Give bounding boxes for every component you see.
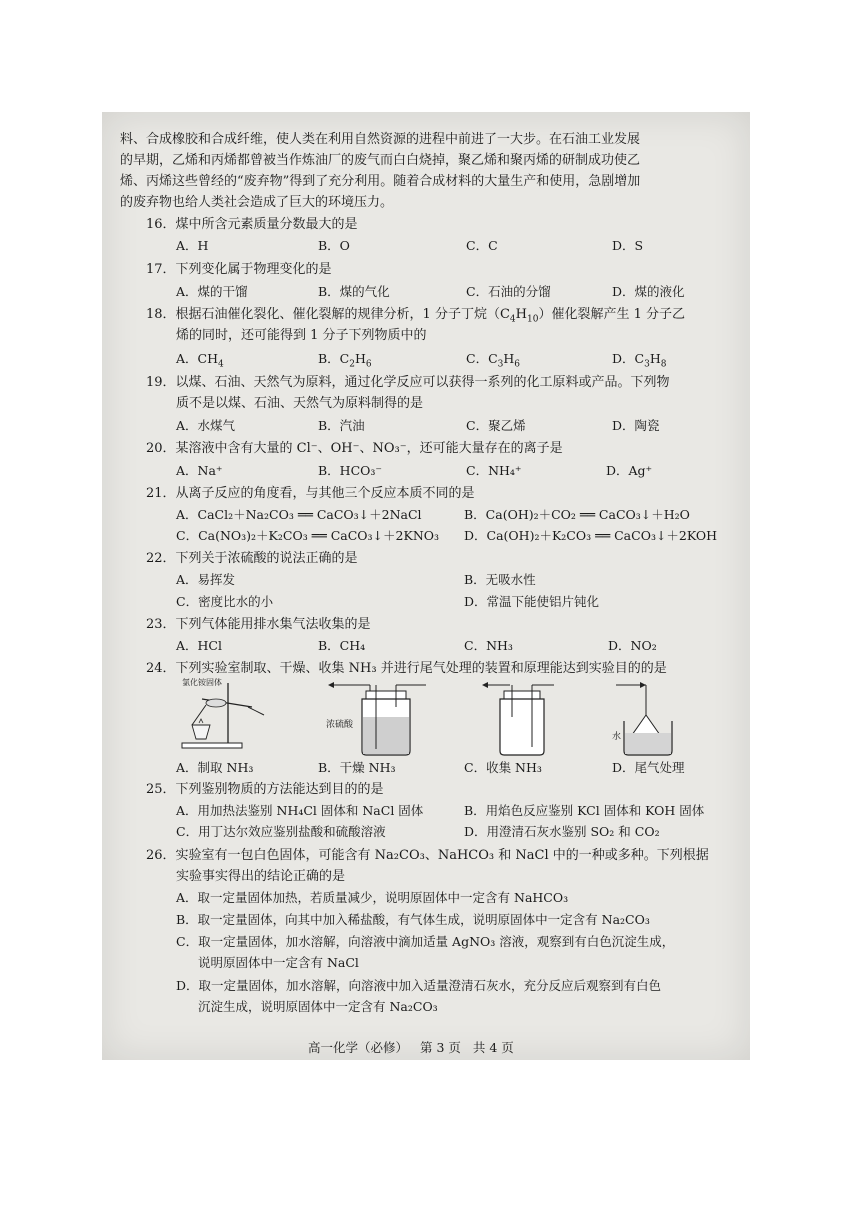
figure-d-label: 水 — [612, 732, 622, 742]
q19-option-c: C．聚乙烯 — [466, 418, 526, 433]
footer-course: 高一化学（必修） — [308, 1040, 409, 1055]
footer-page-number: 第 3 页 — [420, 1040, 461, 1055]
q26-option-c-line2: 说明原固体中一定含有 NaCl — [198, 955, 359, 970]
q21-option-b: B．Ca(OH)₂＋CO₂ ══ CaCO₃↓＋H₂O — [464, 507, 690, 522]
figure-b-label: 浓硫酸 — [326, 720, 354, 730]
q18-option-c: C．$C_3H_6$ — [466, 351, 521, 370]
q20-option-c: C．NH₄⁺ — [466, 463, 522, 478]
q18-option-b: B．$C_2H_6$ — [318, 351, 372, 370]
question-16-stem: 16．煤中所含元素质量分数最大的是 — [146, 217, 358, 232]
question-18-stem-line2: 烯的同时，还可能得到 1 分子下列物质中的 — [176, 328, 427, 343]
q20-option-d: D．Ag⁺ — [606, 463, 653, 478]
question-21-stem: 21．从离子反应的角度看，与其他三个反应本质不同的是 — [146, 486, 475, 501]
q26-option-d-line1: D．取一定量固体，加水溶解，向溶液中加入适量澄清石灰水，充分反应后观察到有白色 — [176, 978, 662, 993]
q25-option-c: C．用丁达尔效应鉴别盐酸和硫酸溶液 — [176, 824, 386, 839]
q26-option-b: B．取一定量固体，向其中加入稀盐酸，有气体生成，说明原固体中一定含有 Na₂CO₃ — [176, 912, 650, 927]
figure-a-label: 氯化铵固体 — [182, 678, 222, 687]
q21-option-c: C．Ca(NO₃)₂＋K₂CO₃ ══ CaCO₃↓＋2KNO₃ — [176, 528, 440, 543]
q26-option-d-line2: 沉淀生成，说明原固体中一定含有 Na₂CO₃ — [198, 999, 438, 1014]
q17-option-b: B．煤的气化 — [318, 284, 390, 299]
intro-line-1: 料、合成橡胶和合成纤维，使人类在利用自然资源的进程中前进了一大步。在石油工业发展 — [120, 132, 641, 147]
intro-line-2: 的早期，乙烯和丙烯都曾被当作炼油厂的废气而白白烧掉，聚乙烯和聚丙烯的研制成功使乙 — [120, 153, 641, 168]
figure-d-absorption-beaker — [610, 677, 690, 757]
q22-option-b: B．无吸水性 — [464, 572, 536, 587]
q26-option-a: A．取一定量固体加热，若质量减少，说明原固体中一定含有 NaHCO₃ — [176, 890, 569, 905]
q26-option-c-line1: C．取一定量固体，加水溶解，向溶液中滴加适量 AgNO₃ 溶液，观察到有白色沉淀生成， — [176, 934, 675, 949]
exam-page — [102, 112, 750, 1060]
q24-option-b: B．干燥 NH₃ — [318, 760, 396, 775]
q23-option-a: A．HCl — [176, 638, 222, 653]
q19-option-b: B．汽油 — [318, 418, 365, 433]
q20-option-b: B．HCO₃⁻ — [318, 463, 383, 478]
question-20-stem: 20．某溶液中含有大量的 Cl⁻、OH⁻、NO₃⁻，还可能大量存在的离子是 — [146, 441, 563, 456]
q25-option-b: B．用焰色反应鉴别 KCl 固体和 KOH 固体 — [464, 803, 705, 818]
page-footer — [308, 1038, 522, 1056]
question-22-stem: 22．下列关于浓硫酸的说法正确的是 — [146, 551, 358, 566]
q18-option-a: A．$CH_4$ — [176, 351, 224, 370]
q25-option-d: D．用澄清石灰水鉴别 SO₂ 和 CO₂ — [464, 824, 660, 839]
question-19-stem-line2: 质不是以煤、石油、天然气为原料制得的是 — [176, 396, 424, 411]
q16-option-d: D．S — [612, 238, 644, 253]
q20-option-a: A．Na⁺ — [176, 463, 223, 478]
question-19-stem-line1: 19．以煤、石油、天然气为原料，通过化学反应可以获得一系列的化工原料或产品。下列物 — [146, 375, 670, 390]
q16-option-a: A．H — [176, 238, 209, 253]
intro-line-3: 烯、丙烯这些曾经的“废弃物”得到了充分利用。随着合成材料的大量生产和使用，急剧增加 — [120, 174, 641, 189]
q17-option-d: D．煤的液化 — [612, 284, 685, 299]
question-25-stem: 25．下列鉴别物质的方法能达到目的的是 — [146, 782, 384, 797]
q21-option-a: A．CaCl₂＋Na₂CO₃ ══ CaCO₃↓＋2NaCl — [176, 507, 422, 522]
q23-option-c: C．NH₃ — [464, 638, 513, 653]
q23-option-d: D．NO₂ — [608, 638, 657, 653]
question-23-stem: 23．下列气体能用排水集气法收集的是 — [146, 617, 371, 632]
q16-option-c: C．C — [466, 238, 498, 253]
intro-line-4: 的废弃物也给人类社会造成了巨大的环境压力。 — [120, 195, 394, 210]
q19-option-a: A．水煤气 — [176, 418, 236, 433]
figure-b-drying-bottle — [326, 677, 436, 757]
q22-option-a: A．易挥发 — [176, 572, 236, 587]
question-26-stem-line1: 26．实验室有一包白色固体，可能含有 Na₂CO₃、NaHCO₃ 和 NaCl 中的一种或多种。下列根据 — [146, 848, 709, 863]
q24-option-c: C．收集 NH₃ — [464, 760, 542, 775]
q17-option-a: A．煤的干馏 — [176, 284, 248, 299]
q22-option-d: D．常温下能使铝片钝化 — [464, 594, 600, 609]
question-18-stem-line1: 18．根据石油催化裂化、催化裂解的规律分析，1 分子丁烷$(C_4H_{10})$催化裂解产生 1 分子乙 — [146, 307, 685, 325]
q18-option-d: D．$C_3H_8$ — [612, 351, 667, 370]
q24-option-a: A．制取 NH₃ — [176, 760, 254, 775]
figure-a-heating-apparatus — [172, 677, 272, 752]
question-24-stem: 24．下列实验室制取、干燥、收集 NH₃ 并进行尾气处理的装置和原理能达到实验目的的是 — [146, 661, 667, 676]
q24-option-d: D．尾气处理 — [612, 760, 685, 775]
question-26-stem-line2: 实验事实得出的结论正确的是 — [176, 869, 346, 884]
q16-option-b: B．O — [318, 238, 350, 253]
q22-option-c: C．密度比水的小 — [176, 594, 274, 609]
q17-option-c: C．石油的分馏 — [466, 284, 551, 299]
question-17-stem: 17．下列变化属于物理变化的是 — [146, 262, 332, 277]
q25-option-a: A．用加热法鉴别 NH₄Cl 固体和 NaCl 固体 — [176, 803, 424, 818]
q23-option-b: B．CH₄ — [318, 638, 366, 653]
figure-c-collection-bottle — [480, 677, 560, 757]
q19-option-d: D．陶瓷 — [612, 418, 660, 433]
q21-option-d: D．Ca(OH)₂＋K₂CO₃ ══ CaCO₃↓＋2KOH — [464, 528, 718, 543]
footer-total-pages: 共 4 页 — [472, 1040, 514, 1055]
